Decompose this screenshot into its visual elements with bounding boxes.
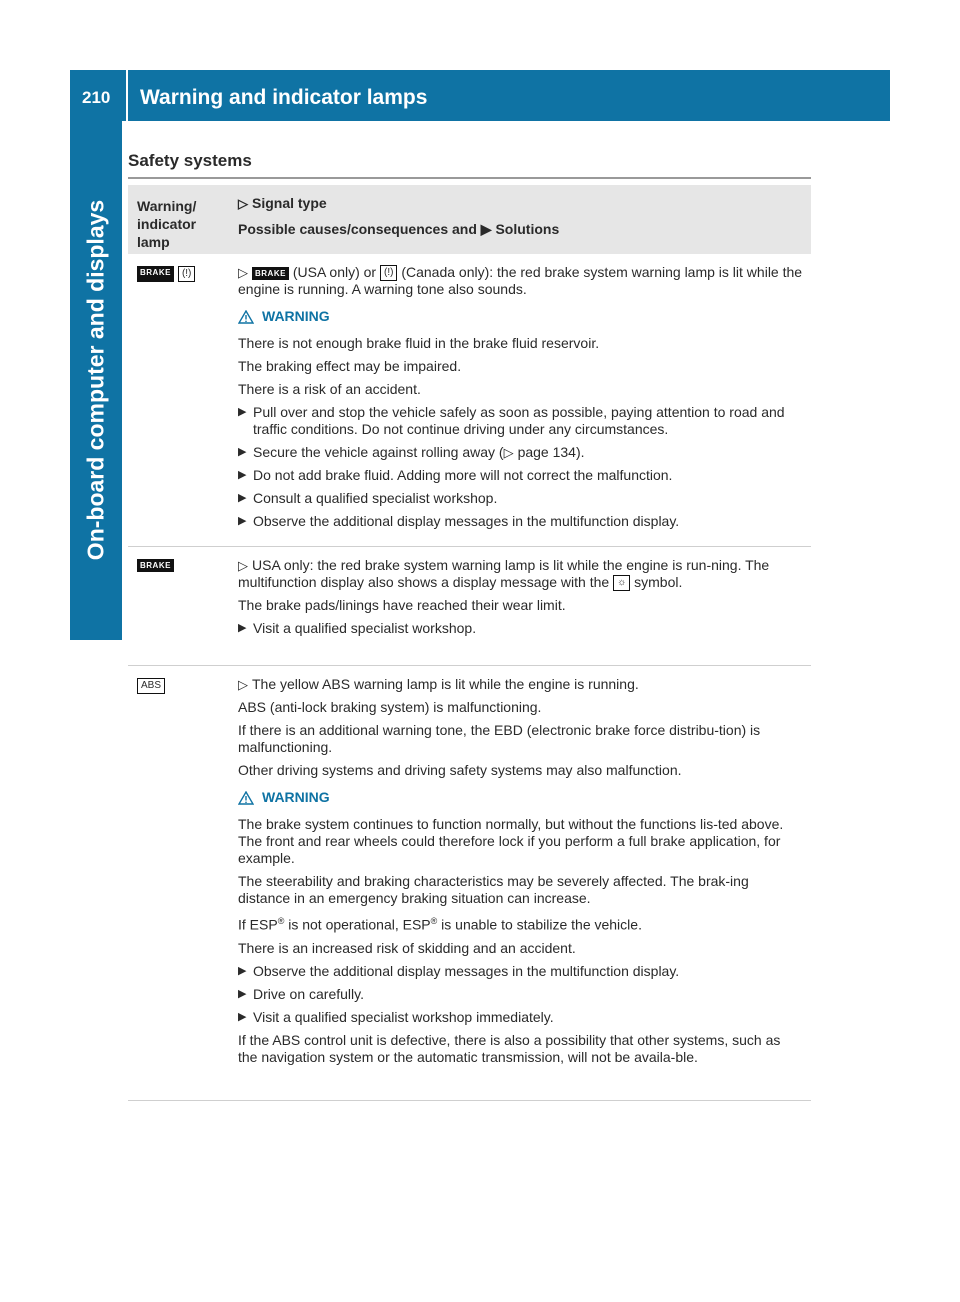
arrow-icon: ▶ [238, 469, 247, 482]
row-text: The yellow ABS warning lamp is lit while the engine is running. [252, 676, 639, 692]
lamp-column-header: Warning/ indicator lamp [137, 198, 197, 250]
arrow-icon: ▶ [238, 406, 247, 419]
page-title: Warning and indicator lamps [140, 86, 428, 109]
page-reference-link[interactable]: page 134). [517, 444, 585, 461]
arrow-icon: ▶ [238, 446, 247, 459]
row-divider [128, 1100, 811, 1101]
arrow-icon: ▶ [238, 515, 247, 528]
row-text: USA only: the red brake system warning lamp is lit while the engine is run-ning. The multifunction display also shows a display message with the [238, 557, 770, 590]
arrow-icon: ▶ [238, 1010, 247, 1023]
warning-triangle-icon [238, 310, 254, 324]
row-text: The brake system continues to function normally, but without the functions lis-ted above. The front and rear wheels could therefore lock if you perform a full brake application, for example. [238, 816, 784, 866]
section-title: Safety systems [128, 151, 252, 170]
row-text: (Canada only): the red brake system warning lamp is lit while the engine is running. A warning tone also sounds. [238, 264, 803, 298]
warning-heading [238, 789, 803, 806]
brake-icon: BRAKE [137, 266, 174, 282]
brake-icon: BRAKE [137, 559, 174, 572]
warning-label: WARNING [262, 789, 330, 805]
solutions-label: Solutions [495, 221, 560, 237]
arrow-icon: ▶ [238, 622, 247, 635]
arrow-icon: ▶ [238, 987, 247, 1000]
row-text: ABS (anti-lock braking system) is malfunctioning. [238, 699, 542, 715]
row-text: There is an increased risk of skidding and an accident. [238, 939, 576, 956]
instruction-step: ▶ Do not add brake fluid. Adding more will not correct the malfunction. [238, 467, 673, 484]
instruction-step: ▶ Observe the additional display messages in the multifunction display. [238, 962, 680, 979]
row-text: If ESP® is not operational, ESP® is unable to stabilize the vehicle. [238, 916, 642, 933]
signal-icon: ▷ [238, 558, 248, 573]
instruction-step: ▶ Secure the vehicle against rolling away (▷ page 134). [238, 444, 585, 461]
row-divider [128, 665, 811, 666]
warning-label: WARNING [262, 308, 330, 325]
brake-circle-icon: (!) [178, 266, 195, 282]
instruction-step: ▶ Pull over and stop the vehicle safely as soon as possible, paying attention to road and traffic conditions. Do not continue driving under any circumstances. [238, 404, 785, 438]
brake-icon: BRAKE [252, 267, 289, 280]
arrow-icon: ▶ [238, 964, 247, 977]
row-content [238, 264, 803, 536]
lamp-cell [137, 559, 174, 572]
header-divider [126, 70, 128, 121]
row-text: The steerability and braking characteristics may be severely affected. The brak-ing distance in an emergency braking situation can increase. [238, 873, 749, 906]
signal-icon: ▷ [503, 445, 514, 461]
brake-wear-icon: ☼ [613, 575, 630, 591]
signal-type-label: Signal type [252, 195, 327, 211]
row-content [238, 676, 803, 1072]
table-header [128, 185, 811, 254]
signal-icon: ▷ [238, 677, 248, 692]
row-text: If the ABS control unit is defective, there is also a possibility that other systems, such as the navigation system or the automatic transmission, will not be availa-ble. [238, 1031, 781, 1065]
lamp-cell [137, 266, 195, 282]
instruction-step: ▶ Visit a qualified specialist workshop. [238, 620, 477, 637]
signal-column-header [238, 195, 559, 247]
row-divider [128, 546, 811, 547]
signal-icon: ▷ [238, 265, 248, 280]
signal-icon: ▷ [238, 196, 248, 211]
row-text: Other driving systems and driving safety systems may also malfunction. [238, 762, 682, 778]
section-rule [128, 177, 811, 179]
row-content [238, 557, 803, 643]
page-number: 210 [82, 88, 111, 107]
row-text: The brake pads/linings have reached their wear limit. [238, 597, 566, 614]
row-text: (USA only) or [292, 264, 377, 280]
instruction-step: ▶ Drive on carefully. [238, 985, 365, 1002]
row-text: symbol. [634, 574, 683, 590]
abs-icon: ABS [137, 678, 165, 694]
row-text: There is a risk of an accident. [238, 381, 421, 398]
row-text: If there is an additional warning tone, the EBD (electronic brake force distribu-tion) is malfunctioning. [238, 722, 761, 755]
causes-label: Possible causes/consequences and [238, 221, 477, 237]
brake-circle-icon: (!) [380, 265, 397, 281]
warning-heading [238, 308, 803, 325]
instruction-step: ▶ Visit a qualified specialist workshop immediately. [238, 1008, 554, 1025]
arrow-icon: ▶ [480, 221, 492, 237]
row-text: The braking effect may be impaired. [238, 358, 462, 375]
arrow-icon: ▶ [238, 492, 247, 505]
lamp-cell [137, 678, 165, 694]
instruction-step: ▶ Observe the additional display messages in the multifunction display. [238, 513, 680, 530]
row-text: There is not enough brake fluid in the brake fluid reservoir. [238, 335, 600, 352]
warning-triangle-icon [238, 791, 254, 805]
side-tab-label: On-board computer and displays [82, 199, 109, 561]
instruction-step: ▶ Consult a qualified specialist workshop. [238, 490, 498, 507]
